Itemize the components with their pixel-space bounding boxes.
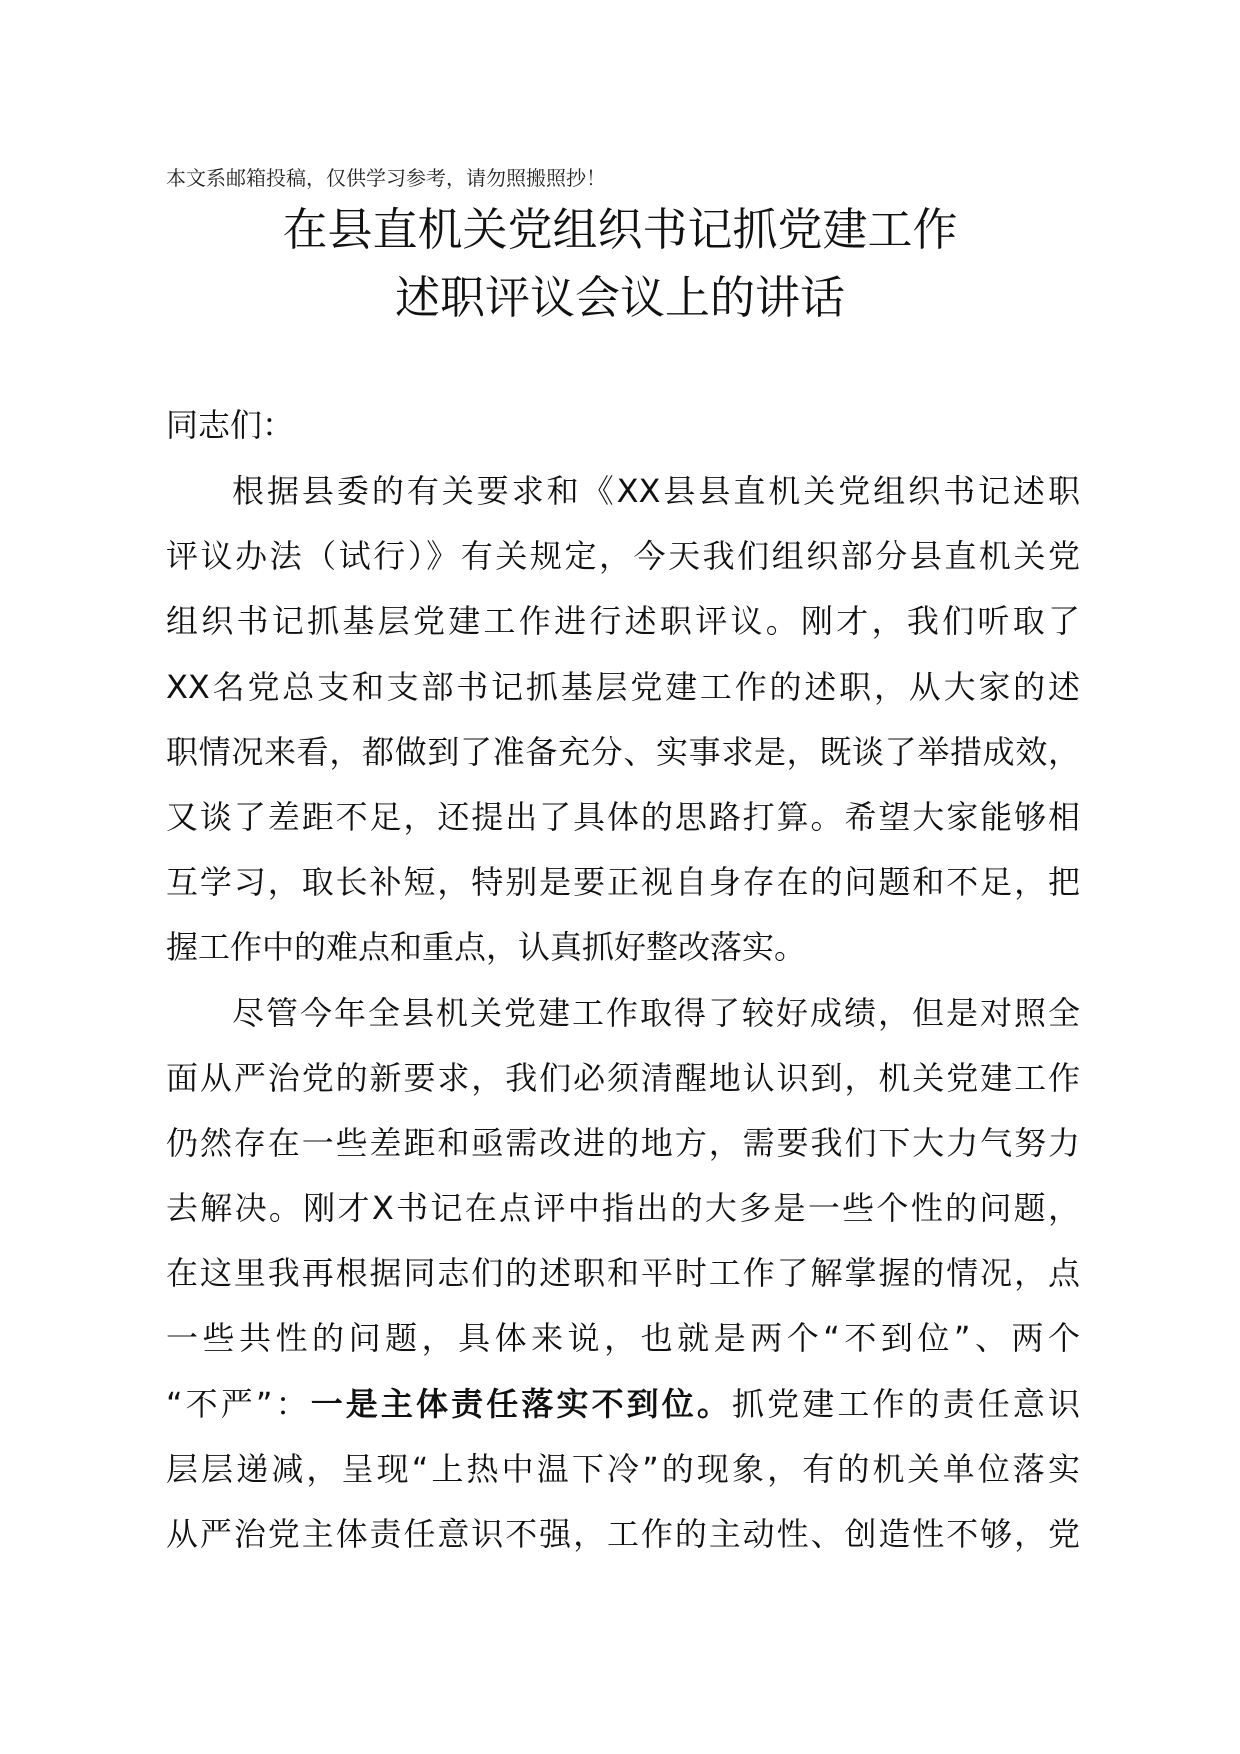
- body-line: 去解决。刚才X书记在点评中指出的大多是一些个性的问题，: [166, 1189, 1080, 1228]
- body-line: 在这里我再根据同志们的述职和平时工作了解掌握的情况，点: [166, 1254, 1080, 1293]
- document-title-line-1: 在县直机关党组织书记抓党建工作: [282, 203, 958, 256]
- document-body: [166, 471, 1080, 1579]
- body-line: 层层递减，呈现“上热中温下冷”的现象，有的机关单位落实: [166, 1449, 1080, 1488]
- body-line: 面从严治党的新要求，我们必须清醒地认识到，机关党建工作: [166, 1058, 1080, 1097]
- body-line: 握工作中的难点和重点，认真抓好整改落实。: [166, 928, 807, 967]
- body-line: 职情况来看，都做到了准备充分、实事求是，既谈了举措成效，: [166, 732, 1080, 771]
- body-line: 根据县委的有关要求和《XX县县直机关党组织书记述职: [232, 472, 1080, 510]
- body-line-mixed: [166, 1384, 1080, 1449]
- body-line: 尽管今年全县机关党建工作取得了较好成绩，但是对照全: [232, 993, 1080, 1032]
- document-title-line-2: 述职评议会议上的讲话: [394, 271, 845, 324]
- body-line: 评议办法（试行）》有关规定，今天我们组织部分县直机关党: [166, 537, 1080, 576]
- copyright-notice: 本文系邮箱投稿，仅供学习参考，请勿照搬照抄！: [166, 166, 606, 190]
- text-segment: 抓党建工作的责任意识: [732, 1384, 1080, 1423]
- body-line: XX名党总支和支部书记抓基层党建工作的述职，从大家的述: [166, 667, 1080, 706]
- text-segment: “不严”：: [166, 1384, 311, 1423]
- body-line: 组织书记抓基层党建工作进行述职评议。刚才，我们听取了: [166, 602, 1080, 641]
- body-line: 又谈了差距不足，还提出了具体的思路打算。希望大家能够相: [166, 797, 1080, 836]
- body-line: 一些共性的问题，具体来说，也就是两个“不到位”、两个: [166, 1319, 1080, 1358]
- bold-heading: 一是主体责任落实不到位。: [310, 1384, 732, 1423]
- body-line: 从严治党主体责任意识不强，工作的主动性、创造性不够，党: [166, 1515, 1080, 1553]
- body-line: 仍然存在一些差距和亟需改进的地方，需要我们下大力气努力: [166, 1123, 1080, 1162]
- body-line: 互学习，取长补短，特别是要正视自身存在的问题和不足，把: [166, 863, 1080, 902]
- greeting: 同志们：: [166, 406, 295, 444]
